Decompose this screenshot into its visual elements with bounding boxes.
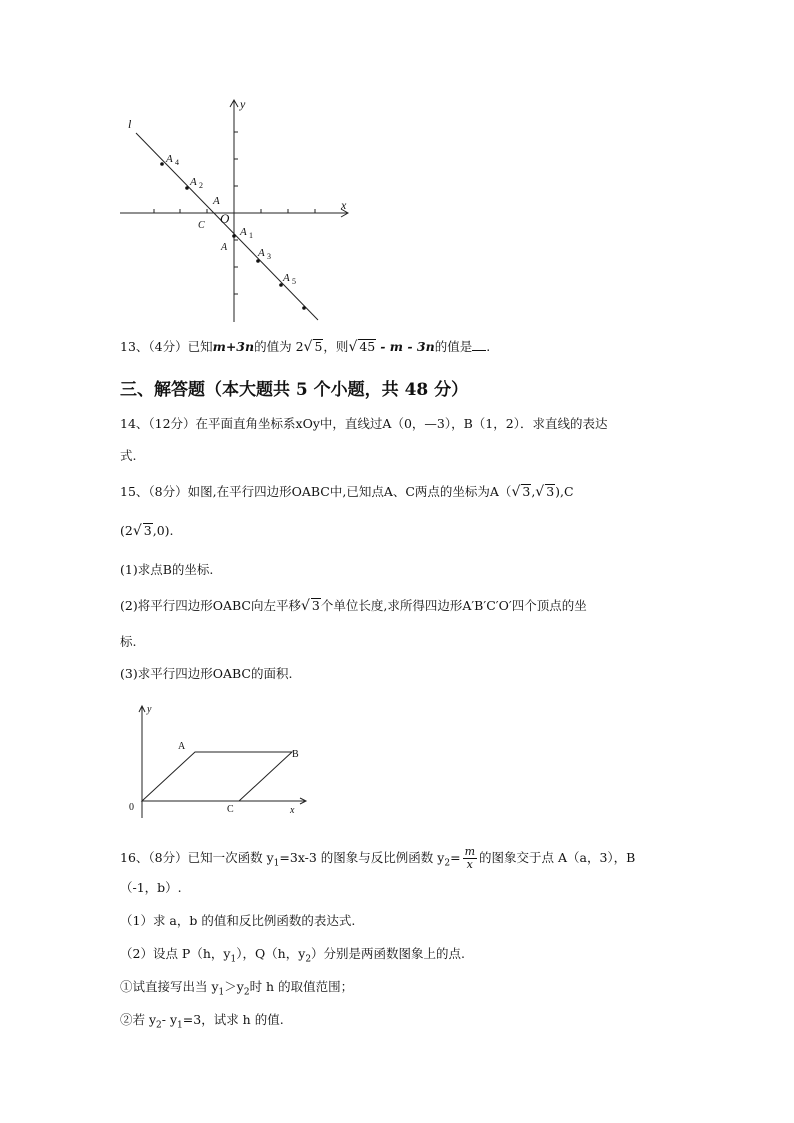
- label-a5: A: [283, 272, 290, 284]
- label-x: x: [290, 805, 295, 816]
- figure-parallelogram: [122, 700, 312, 825]
- label-a1: A: [240, 226, 247, 238]
- point-extra: [302, 306, 306, 310]
- point-a4: [160, 162, 164, 166]
- question-15-line2: (2√ 3,0).: [120, 523, 174, 539]
- point-a1: [232, 234, 236, 238]
- point-a2: [185, 186, 189, 190]
- question-13: 13、（4分）已知m+3n的值为 2√ 5，则√ 45 - m - 3n的值是 .: [120, 339, 491, 355]
- label-c: C: [227, 804, 234, 815]
- question-16-line2: （-1，b）.: [120, 880, 182, 895]
- label-y: y: [240, 97, 246, 111]
- label-a: A: [213, 195, 220, 207]
- svg-text:3: 3: [267, 252, 271, 261]
- question-14-line2: 式.: [120, 448, 137, 463]
- svg-text:5: 5: [292, 277, 296, 286]
- question-15-part1: (1)求点B的坐标.: [120, 562, 214, 577]
- line-l: [136, 133, 318, 320]
- question-14-line1: 14、（12分）在平面直角坐标系xOy中，直线过A（0，—3），B（1，2）．求直线的表达: [120, 416, 608, 431]
- label-a4: A: [166, 153, 173, 165]
- svg-text:1: 1: [249, 231, 253, 240]
- section-3-heading: 三、解答题（本大题共 5 个小题，共 48 分）: [120, 380, 469, 400]
- fraction-m-over-x: $\frac{m}{x}$: [464, 845, 475, 871]
- label-c: C: [198, 220, 205, 231]
- label-o: 0: [129, 802, 134, 813]
- question-15-part2: (2)将平行四边形OABC向左平移√ 3个单位长度,求所得四边形A′B′C′O′四个顶点的坐: [120, 598, 587, 614]
- label-o: O: [220, 211, 230, 226]
- svg-text:2: 2: [199, 181, 203, 190]
- figure-line-l: [110, 92, 360, 327]
- label-x: x: [341, 198, 347, 212]
- label-y: y: [147, 704, 152, 715]
- question-15-part2-cont: 标.: [120, 634, 137, 649]
- question-16-line1: 16、（8分）已知一次函数 $y_1=3x-3$ 的图象与反比例函数 $y_2=$ $\frac{m}{x}$ 的图象交于点 A（a，3），B: [120, 845, 636, 871]
- question-16-sub-ii: ②若 $y_2-$ $y_1=3$，试求 h 的值.: [120, 1012, 284, 1031]
- question-15-line1: 15、（8分）如图,在平行四边形OABC中,已知点A、C两点的坐标为A（√ 3,√ 3),C: [120, 484, 574, 500]
- question-16-part1: （1）求 a，b 的值和反比例函数的表达式.: [120, 913, 356, 928]
- label-a2: A: [190, 176, 197, 188]
- svg-text:4: 4: [175, 158, 179, 167]
- label-l: l: [128, 117, 132, 131]
- label-a3: A: [258, 247, 265, 259]
- question-16-part2: （2）设点 P（h，$y_1$），Q（h，$y_2$）分别是两函数图象上的点.: [120, 946, 466, 965]
- label-a: A: [178, 741, 186, 752]
- point-a3: [256, 259, 260, 263]
- label-a-below: A: [221, 242, 228, 253]
- label-b: B: [292, 749, 299, 760]
- parallelogram-oabc: [142, 752, 292, 801]
- question-15-part3: (3)求平行四边形OABC的面积.: [120, 666, 293, 681]
- question-16-sub-i: ①试直接写出当 $y_1>y_2$时 h 的取值范围；: [120, 979, 354, 998]
